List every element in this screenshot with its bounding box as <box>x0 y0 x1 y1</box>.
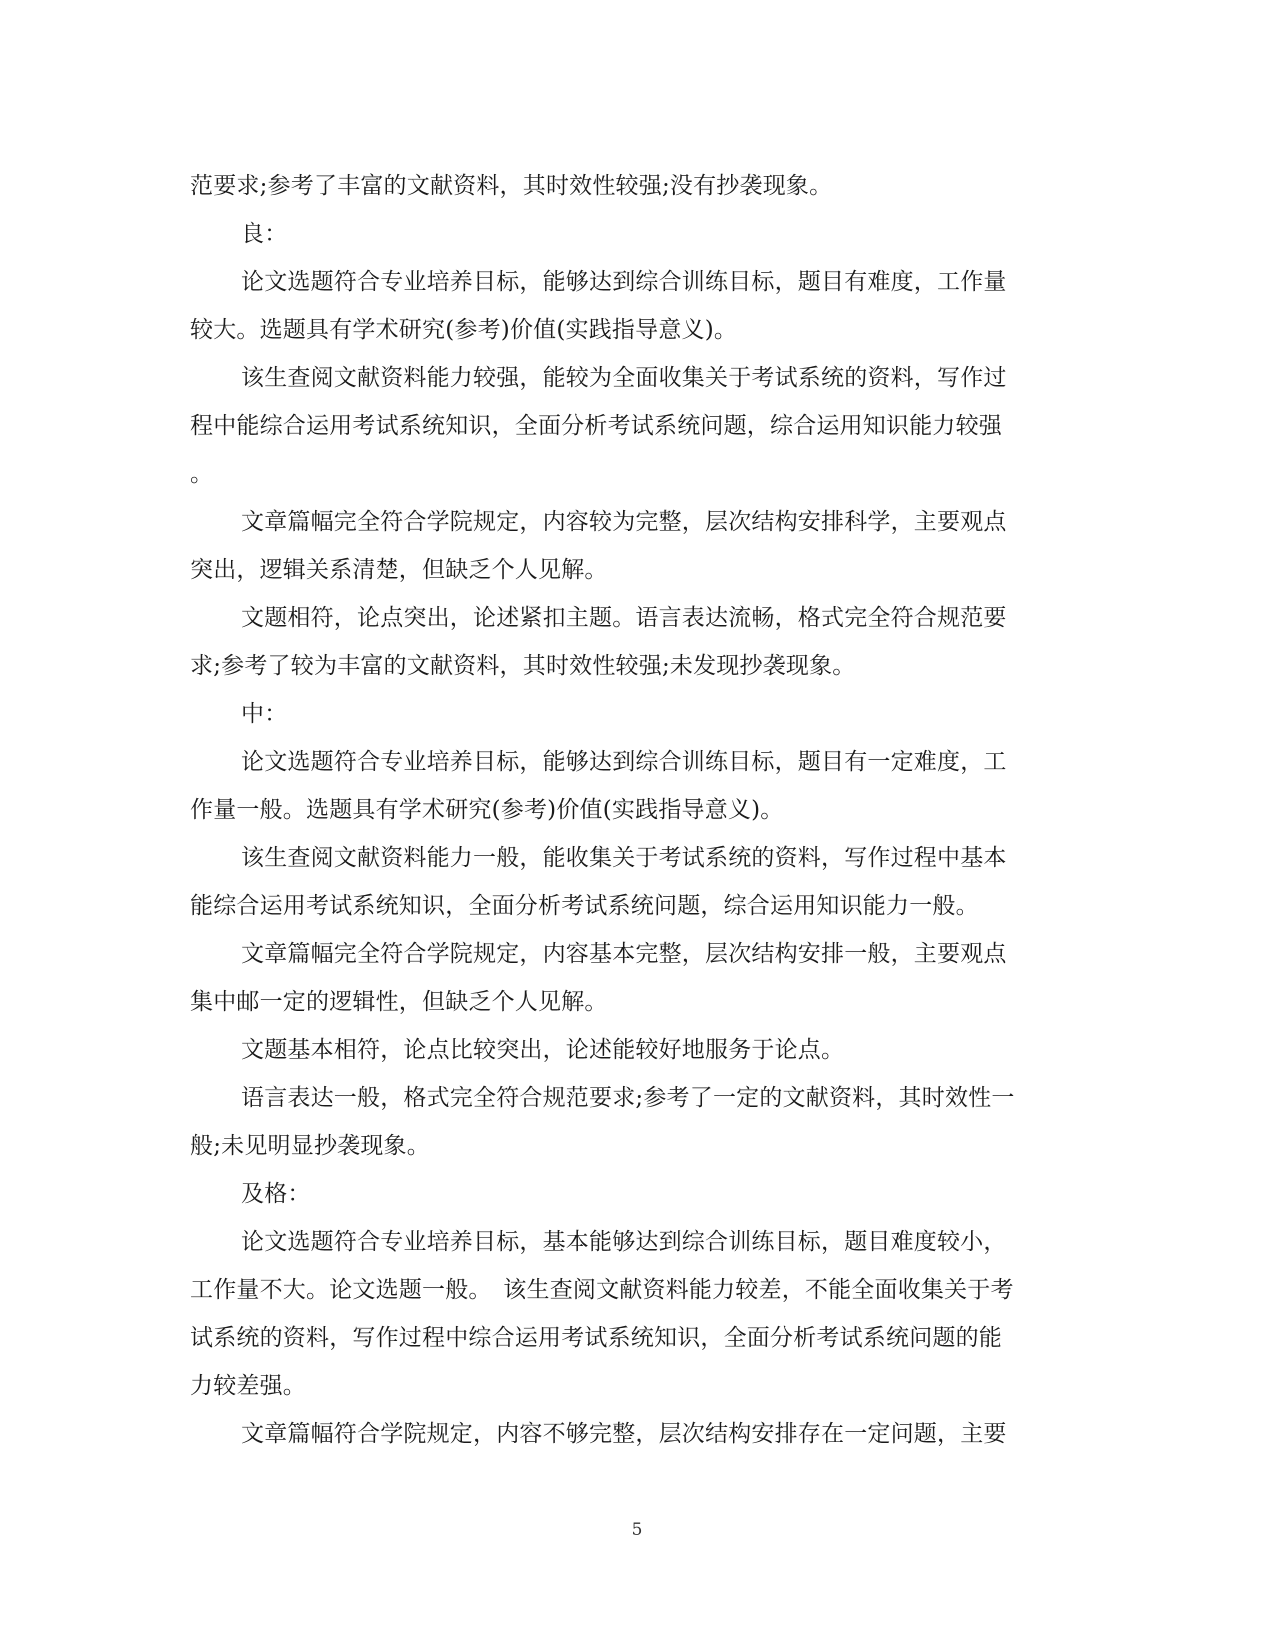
text-line: 文章篇幅符合学院规定，内容不够完整，层次结构安排存在一定问题，主要 <box>241 1421 1007 1447</box>
text-line: 论文选题符合专业培养目标，能够达到综合训练目标，题目有一定难度，工 <box>241 749 1007 775</box>
text-line: 。 <box>190 461 214 487</box>
document-body <box>190 162 1085 1458</box>
text-line: 良： <box>241 221 288 247</box>
text-line: 较大。选题具有学术研究(参考)价值(实践指导意义)。 <box>190 317 738 343</box>
text-line: 中： <box>241 701 288 727</box>
text-line: 该生查阅文献资料能力一般，能收集关于考试系统的资料，写作过程中基本 <box>241 845 1007 871</box>
text-line: 文章篇幅完全符合学院规定，内容基本完整，层次结构安排一般，主要观点 <box>241 941 1007 967</box>
text-line: 程中能综合运用考试系统知识，全面分析考试系统问题，综合运用知识能力较强 <box>190 413 1002 439</box>
page-number: 5 <box>631 1520 643 1540</box>
text-line: 工作量不大。论文选题一般。 该生查阅文献资料能力较差，不能全面收集关于考 <box>190 1277 1014 1303</box>
text-line: 试系统的资料，写作过程中综合运用考试系统知识，全面分析考试系统问题的能 <box>190 1325 1002 1351</box>
text-line: 突出，逻辑关系清楚，但缺乏个人见解。 <box>190 557 608 583</box>
text-line: 能综合运用考试系统知识，全面分析考试系统问题，综合运用知识能力一般。 <box>190 893 979 919</box>
text-line: 力较差强。 <box>190 1373 306 1399</box>
text-line: 论文选题符合专业培养目标，能够达到综合训练目标，题目有难度，工作量 <box>241 269 1007 295</box>
text-line: 范要求;参考了丰富的文献资料，其时效性较强;没有抄袭现象。 <box>190 173 833 199</box>
text-line: 般;未见明显抄袭现象。 <box>190 1133 430 1159</box>
text-line: 文题相符，论点突出，论述紧扣主题。语言表达流畅，格式完全符合规范要 <box>241 605 1007 631</box>
text-line: 集中邮一定的逻辑性，但缺乏个人见解。 <box>190 989 608 1015</box>
text-line: 及格： <box>241 1181 311 1207</box>
text-line: 论文选题符合专业培养目标，基本能够达到综合训练目标，题目难度较小， <box>241 1229 1007 1255</box>
text-line: 语言表达一般，格式完全符合规范要求;参考了一定的文献资料，其时效性一 <box>241 1085 1015 1111</box>
text-line: 求;参考了较为丰富的文献资料，其时效性较强;未发现抄袭现象。 <box>190 653 856 679</box>
text-line: 作量一般。选题具有学术研究(参考)价值(实践指导意义)。 <box>190 797 784 823</box>
text-line: 该生查阅文献资料能力较强，能较为全面收集关于考试系统的资料，写作过 <box>241 365 1007 391</box>
text-line: 文题基本相符，论点比较突出，论述能较好地服务于论点。 <box>241 1037 845 1063</box>
text-line: 文章篇幅完全符合学院规定，内容较为完整，层次结构安排科学，主要观点 <box>241 509 1007 535</box>
